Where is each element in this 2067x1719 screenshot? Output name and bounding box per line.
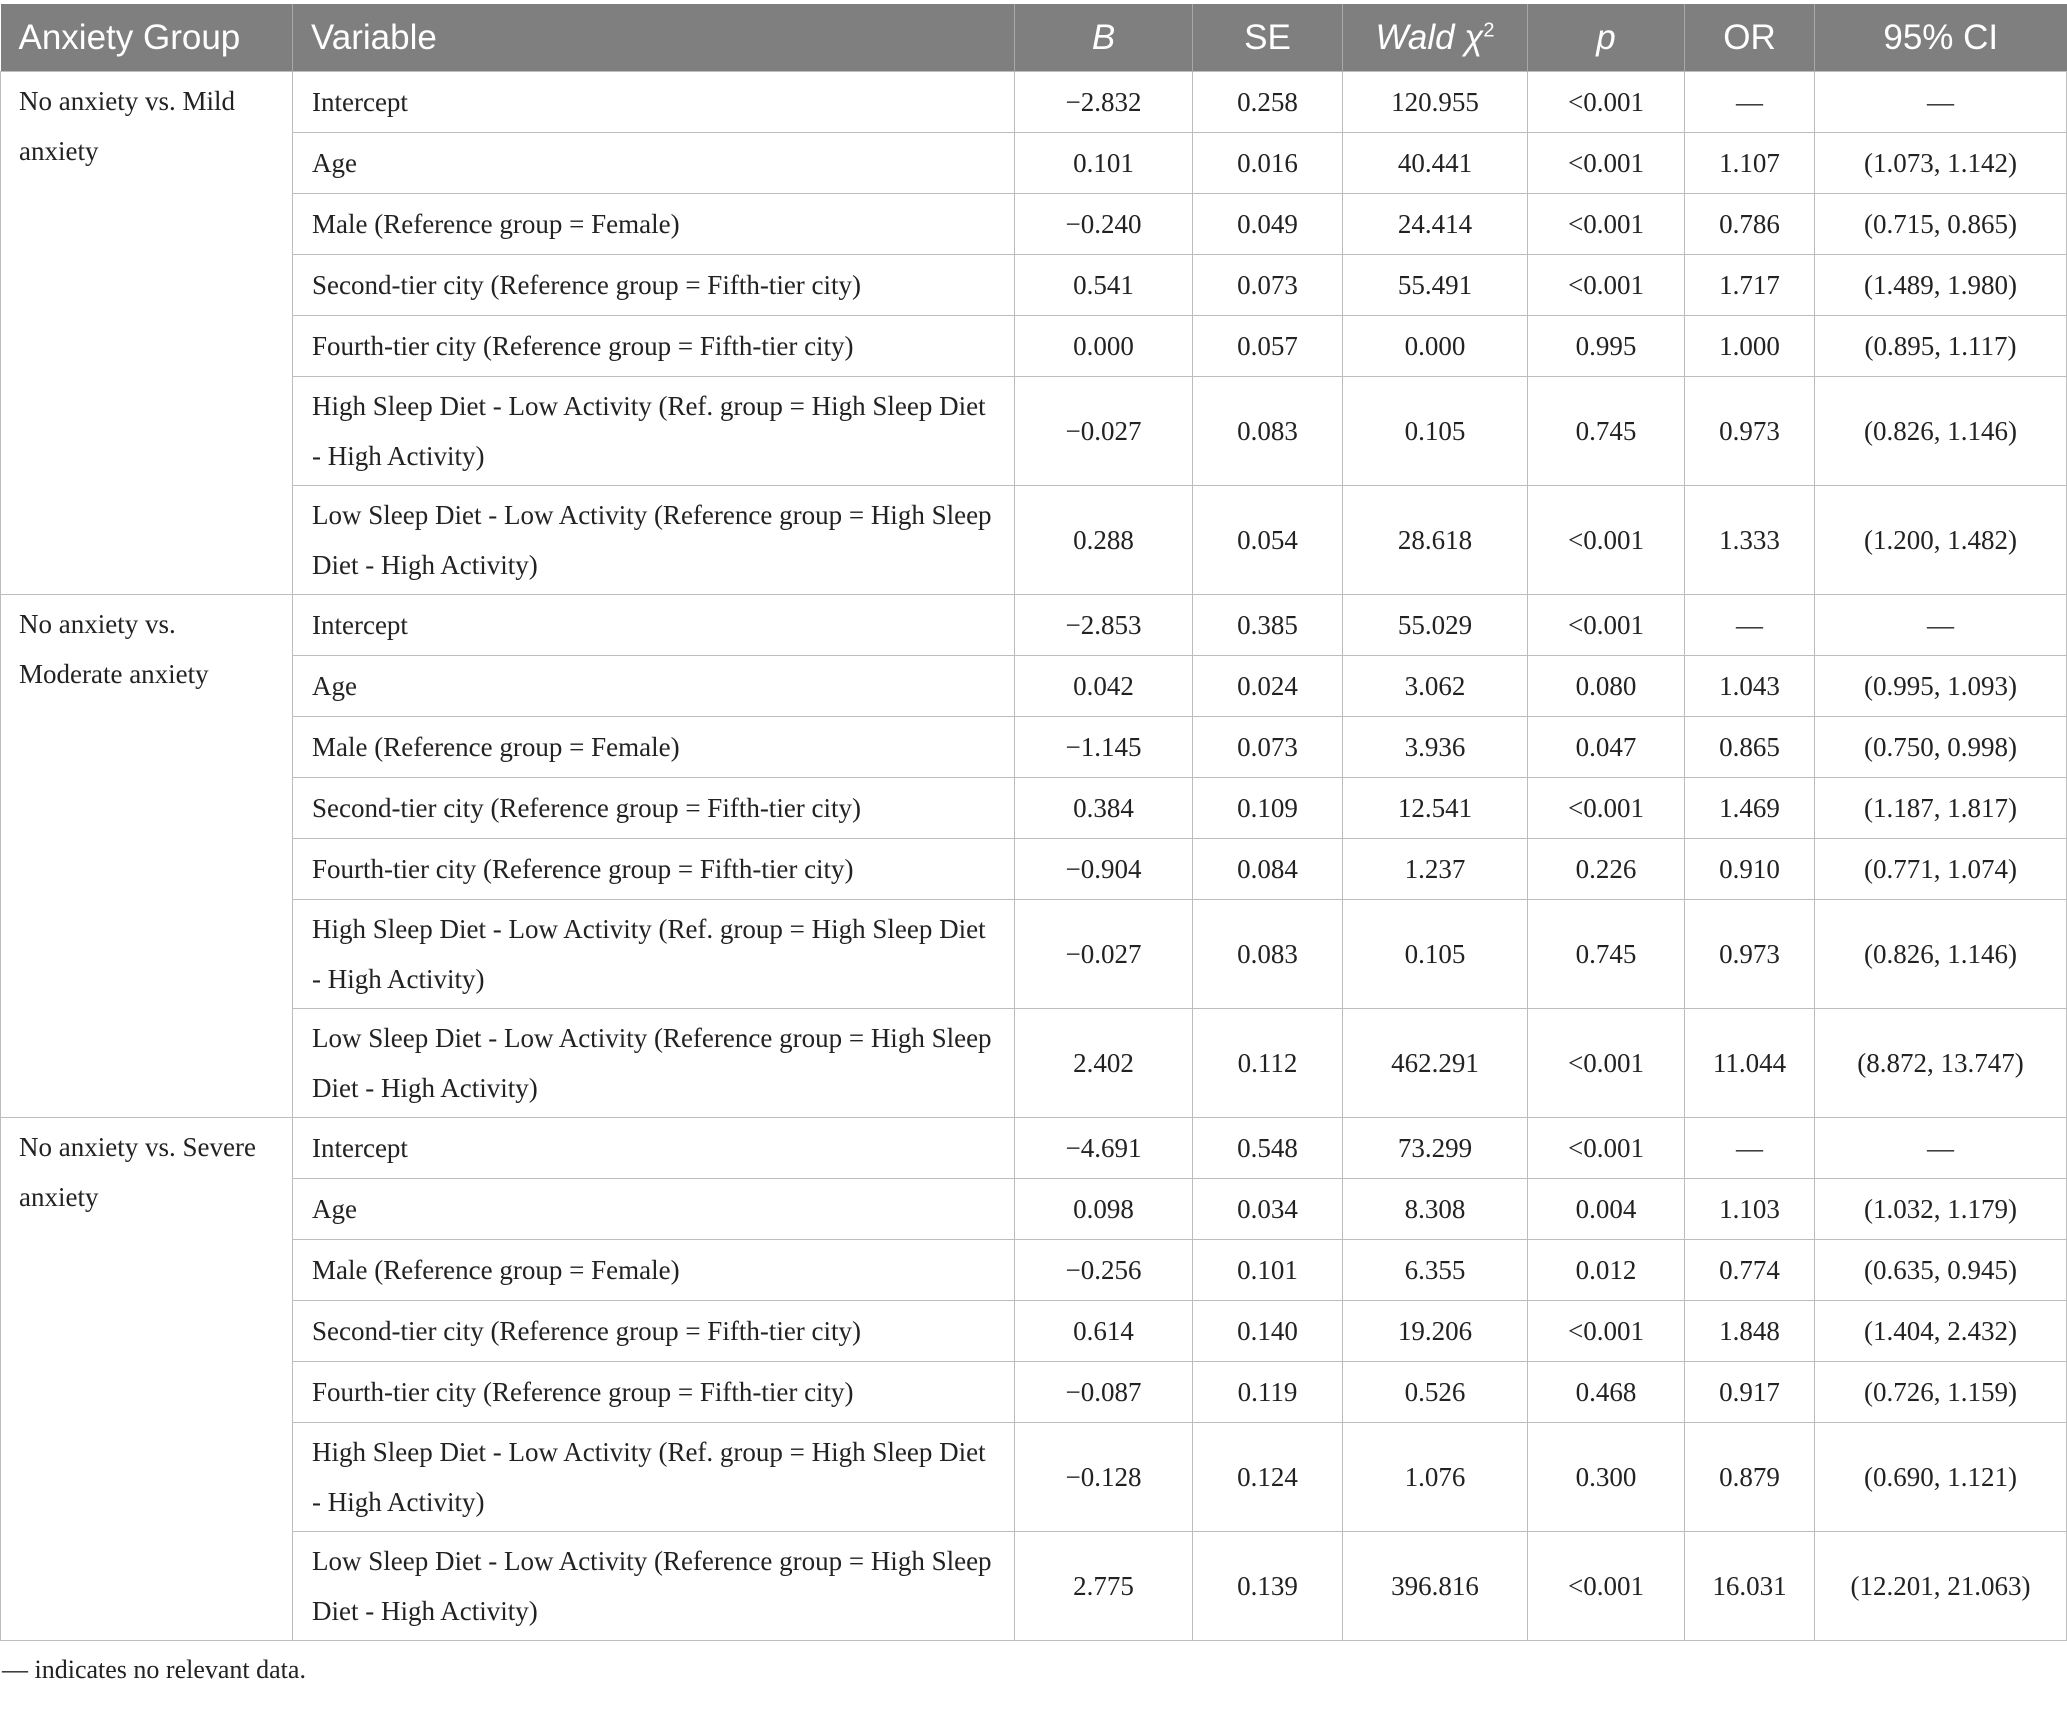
ci-cell: — <box>1815 595 2067 656</box>
table-row <box>1 377 2067 486</box>
ci-cell: (1.187, 1.817) <box>1815 778 2067 839</box>
variable-cell: High Sleep Diet - Low Activity (Ref. group = High Sleep Diet - High Activity) <box>293 900 1015 1009</box>
ci-cell: (1.032, 1.179) <box>1815 1179 2067 1240</box>
ci-cell: (0.750, 0.998) <box>1815 717 2067 778</box>
ci-cell: (0.690, 1.121) <box>1815 1423 2067 1532</box>
or-cell: 0.879 <box>1685 1423 1815 1532</box>
header-wald-label: Wald χ <box>1375 17 1484 57</box>
b-cell: 0.101 <box>1015 133 1193 194</box>
variable-cell: Second-tier city (Reference group = Fifth-tier city) <box>293 778 1015 839</box>
se-cell: 0.083 <box>1193 377 1343 486</box>
variable-cell: Intercept <box>293 72 1015 133</box>
or-cell: 1.043 <box>1685 656 1815 717</box>
table-row <box>1 900 2067 1009</box>
p-cell: <0.001 <box>1528 778 1685 839</box>
table-row <box>1 656 2067 717</box>
header-or: OR <box>1685 4 1815 72</box>
b-cell: −0.027 <box>1015 900 1193 1009</box>
table-row <box>1 1009 2067 1118</box>
b-cell: −0.240 <box>1015 194 1193 255</box>
b-cell: −4.691 <box>1015 1118 1193 1179</box>
table-row <box>1 133 2067 194</box>
wald-cell: 28.618 <box>1343 486 1528 595</box>
table-row <box>1 778 2067 839</box>
or-cell: — <box>1685 1118 1815 1179</box>
table-row <box>1 1179 2067 1240</box>
ci-cell: (0.826, 1.146) <box>1815 377 2067 486</box>
or-cell: 1.333 <box>1685 486 1815 595</box>
header-wald <box>1343 4 1528 72</box>
table-row <box>1 1301 2067 1362</box>
variable-cell: Male (Reference group = Female) <box>293 1240 1015 1301</box>
or-cell: 0.865 <box>1685 717 1815 778</box>
header-anxiety-group: Anxiety Group <box>1 4 293 72</box>
wald-cell: 73.299 <box>1343 1118 1528 1179</box>
or-cell: 0.973 <box>1685 900 1815 1009</box>
ci-cell: (1.200, 1.482) <box>1815 486 2067 595</box>
header-p-label: p <box>1596 17 1616 57</box>
table-row <box>1 72 2067 133</box>
wald-cell: 462.291 <box>1343 1009 1528 1118</box>
b-cell: 2.775 <box>1015 1532 1193 1641</box>
header-ci: 95% CI <box>1815 4 2067 72</box>
ci-cell: (0.895, 1.117) <box>1815 316 2067 377</box>
table-row <box>1 1118 2067 1179</box>
p-cell: 0.745 <box>1528 900 1685 1009</box>
or-cell: 1.717 <box>1685 255 1815 316</box>
p-cell: 0.047 <box>1528 717 1685 778</box>
or-cell: 1.848 <box>1685 1301 1815 1362</box>
se-cell: 0.548 <box>1193 1118 1343 1179</box>
wald-cell: 55.029 <box>1343 595 1528 656</box>
p-cell: 0.012 <box>1528 1240 1685 1301</box>
variable-cell: Fourth-tier city (Reference group = Fifth-tier city) <box>293 316 1015 377</box>
or-cell: — <box>1685 595 1815 656</box>
ci-cell: (0.995, 1.093) <box>1815 656 2067 717</box>
or-cell: 0.910 <box>1685 839 1815 900</box>
p-cell: 0.995 <box>1528 316 1685 377</box>
b-cell: 0.000 <box>1015 316 1193 377</box>
table-row <box>1 1362 2067 1423</box>
header-se: SE <box>1193 4 1343 72</box>
b-cell: 0.288 <box>1015 486 1193 595</box>
table-row <box>1 717 2067 778</box>
p-cell: <0.001 <box>1528 194 1685 255</box>
table-row <box>1 595 2067 656</box>
header-b <box>1015 4 1193 72</box>
se-cell: 0.073 <box>1193 717 1343 778</box>
se-cell: 0.124 <box>1193 1423 1343 1532</box>
p-cell: 0.468 <box>1528 1362 1685 1423</box>
or-cell: 0.774 <box>1685 1240 1815 1301</box>
p-cell: <0.001 <box>1528 1301 1685 1362</box>
wald-cell: 55.491 <box>1343 255 1528 316</box>
variable-cell: Male (Reference group = Female) <box>293 717 1015 778</box>
wald-cell: 6.355 <box>1343 1240 1528 1301</box>
wald-cell: 1.237 <box>1343 839 1528 900</box>
wald-cell: 40.441 <box>1343 133 1528 194</box>
ci-cell: — <box>1815 1118 2067 1179</box>
table-row <box>1 1240 2067 1301</box>
table-body <box>1 72 2067 1641</box>
variable-cell: Low Sleep Diet - Low Activity (Reference group = High Sleep Diet - High Activity) <box>293 486 1015 595</box>
ci-cell: (12.201, 21.063) <box>1815 1532 2067 1641</box>
wald-cell: 12.541 <box>1343 778 1528 839</box>
wald-cell: 0.526 <box>1343 1362 1528 1423</box>
se-cell: 0.385 <box>1193 595 1343 656</box>
variable-cell: Age <box>293 133 1015 194</box>
ci-cell: (1.073, 1.142) <box>1815 133 2067 194</box>
b-cell: 0.614 <box>1015 1301 1193 1362</box>
b-cell: 0.384 <box>1015 778 1193 839</box>
variable-cell: Low Sleep Diet - Low Activity (Reference group = High Sleep Diet - High Activity) <box>293 1532 1015 1641</box>
b-cell: 2.402 <box>1015 1009 1193 1118</box>
se-cell: 0.057 <box>1193 316 1343 377</box>
anxiety-group-cell: No anxiety vs. Moderate anxiety <box>1 595 293 1118</box>
p-cell: <0.001 <box>1528 1118 1685 1179</box>
se-cell: 0.016 <box>1193 133 1343 194</box>
b-cell: −1.145 <box>1015 717 1193 778</box>
or-cell: 1.103 <box>1685 1179 1815 1240</box>
b-cell: 0.541 <box>1015 255 1193 316</box>
wald-cell: 19.206 <box>1343 1301 1528 1362</box>
se-cell: 0.083 <box>1193 900 1343 1009</box>
p-cell: 0.080 <box>1528 656 1685 717</box>
or-cell: — <box>1685 72 1815 133</box>
header-row <box>1 4 2067 72</box>
results-table-container <box>0 4 2067 1685</box>
se-cell: 0.084 <box>1193 839 1343 900</box>
ci-cell: (0.771, 1.074) <box>1815 839 2067 900</box>
b-cell: −0.256 <box>1015 1240 1193 1301</box>
wald-cell: 120.955 <box>1343 72 1528 133</box>
se-cell: 0.140 <box>1193 1301 1343 1362</box>
wald-cell: 3.062 <box>1343 656 1528 717</box>
wald-cell: 8.308 <box>1343 1179 1528 1240</box>
or-cell: 1.107 <box>1685 133 1815 194</box>
b-cell: −2.832 <box>1015 72 1193 133</box>
se-cell: 0.101 <box>1193 1240 1343 1301</box>
anxiety-group-cell: No anxiety vs. Mild anxiety <box>1 72 293 595</box>
p-cell: <0.001 <box>1528 595 1685 656</box>
variable-cell: High Sleep Diet - Low Activity (Ref. group = High Sleep Diet - High Activity) <box>293 377 1015 486</box>
p-cell: <0.001 <box>1528 133 1685 194</box>
or-cell: 0.786 <box>1685 194 1815 255</box>
variable-cell: Intercept <box>293 1118 1015 1179</box>
variable-cell: Fourth-tier city (Reference group = Fifth-tier city) <box>293 839 1015 900</box>
b-cell: −0.128 <box>1015 1423 1193 1532</box>
p-cell: <0.001 <box>1528 486 1685 595</box>
header-wald-superscript: 2 <box>1483 18 1495 41</box>
p-cell: <0.001 <box>1528 1009 1685 1118</box>
wald-cell: 0.105 <box>1343 900 1528 1009</box>
p-cell: 0.004 <box>1528 1179 1685 1240</box>
header-p <box>1528 4 1685 72</box>
se-cell: 0.258 <box>1193 72 1343 133</box>
se-cell: 0.112 <box>1193 1009 1343 1118</box>
regression-results-table <box>0 4 2067 1641</box>
p-cell: 0.226 <box>1528 839 1685 900</box>
variable-cell: Low Sleep Diet - Low Activity (Reference group = High Sleep Diet - High Activity) <box>293 1009 1015 1118</box>
b-cell: −0.087 <box>1015 1362 1193 1423</box>
or-cell: 1.000 <box>1685 316 1815 377</box>
or-cell: 0.917 <box>1685 1362 1815 1423</box>
wald-cell: 0.000 <box>1343 316 1528 377</box>
se-cell: 0.109 <box>1193 778 1343 839</box>
table-row <box>1 316 2067 377</box>
b-cell: −0.904 <box>1015 839 1193 900</box>
or-cell: 16.031 <box>1685 1532 1815 1641</box>
anxiety-group-cell: No anxiety vs. Severe anxiety <box>1 1118 293 1641</box>
wald-cell: 396.816 <box>1343 1532 1528 1641</box>
p-cell: 0.300 <box>1528 1423 1685 1532</box>
variable-cell: Fourth-tier city (Reference group = Fifth-tier city) <box>293 1362 1015 1423</box>
se-cell: 0.034 <box>1193 1179 1343 1240</box>
ci-cell: (1.489, 1.980) <box>1815 255 2067 316</box>
p-cell: <0.001 <box>1528 255 1685 316</box>
ci-cell: (0.726, 1.159) <box>1815 1362 2067 1423</box>
wald-cell: 3.936 <box>1343 717 1528 778</box>
or-cell: 11.044 <box>1685 1009 1815 1118</box>
table-row <box>1 255 2067 316</box>
se-cell: 0.073 <box>1193 255 1343 316</box>
ci-cell: (0.635, 0.945) <box>1815 1240 2067 1301</box>
header-variable: Variable <box>293 4 1015 72</box>
table-footnote: — indicates no relevant data. <box>2 1655 306 1684</box>
p-cell: <0.001 <box>1528 1532 1685 1641</box>
p-cell: <0.001 <box>1528 72 1685 133</box>
ci-cell: (1.404, 2.432) <box>1815 1301 2067 1362</box>
p-cell: 0.745 <box>1528 377 1685 486</box>
b-cell: −2.853 <box>1015 595 1193 656</box>
se-cell: 0.054 <box>1193 486 1343 595</box>
variable-cell: Male (Reference group = Female) <box>293 194 1015 255</box>
or-cell: 0.973 <box>1685 377 1815 486</box>
wald-cell: 24.414 <box>1343 194 1528 255</box>
table-row <box>1 1423 2067 1532</box>
b-cell: 0.098 <box>1015 1179 1193 1240</box>
table-row <box>1 486 2067 595</box>
ci-cell: (0.826, 1.146) <box>1815 900 2067 1009</box>
variable-cell: High Sleep Diet - Low Activity (Ref. group = High Sleep Diet - High Activity) <box>293 1423 1015 1532</box>
variable-cell: Intercept <box>293 595 1015 656</box>
table-row <box>1 1532 2067 1641</box>
table-row <box>1 839 2067 900</box>
variable-cell: Age <box>293 1179 1015 1240</box>
ci-cell: — <box>1815 72 2067 133</box>
se-cell: 0.119 <box>1193 1362 1343 1423</box>
se-cell: 0.139 <box>1193 1532 1343 1641</box>
wald-cell: 0.105 <box>1343 377 1528 486</box>
se-cell: 0.049 <box>1193 194 1343 255</box>
table-row <box>1 194 2067 255</box>
ci-cell: (8.872, 13.747) <box>1815 1009 2067 1118</box>
se-cell: 0.024 <box>1193 656 1343 717</box>
b-cell: −0.027 <box>1015 377 1193 486</box>
or-cell: 1.469 <box>1685 778 1815 839</box>
b-cell: 0.042 <box>1015 656 1193 717</box>
variable-cell: Age <box>293 656 1015 717</box>
ci-cell: (0.715, 0.865) <box>1815 194 2067 255</box>
header-b-label: B <box>1091 17 1116 57</box>
wald-cell: 1.076 <box>1343 1423 1528 1532</box>
variable-cell: Second-tier city (Reference group = Fifth-tier city) <box>293 1301 1015 1362</box>
variable-cell: Second-tier city (Reference group = Fifth-tier city) <box>293 255 1015 316</box>
